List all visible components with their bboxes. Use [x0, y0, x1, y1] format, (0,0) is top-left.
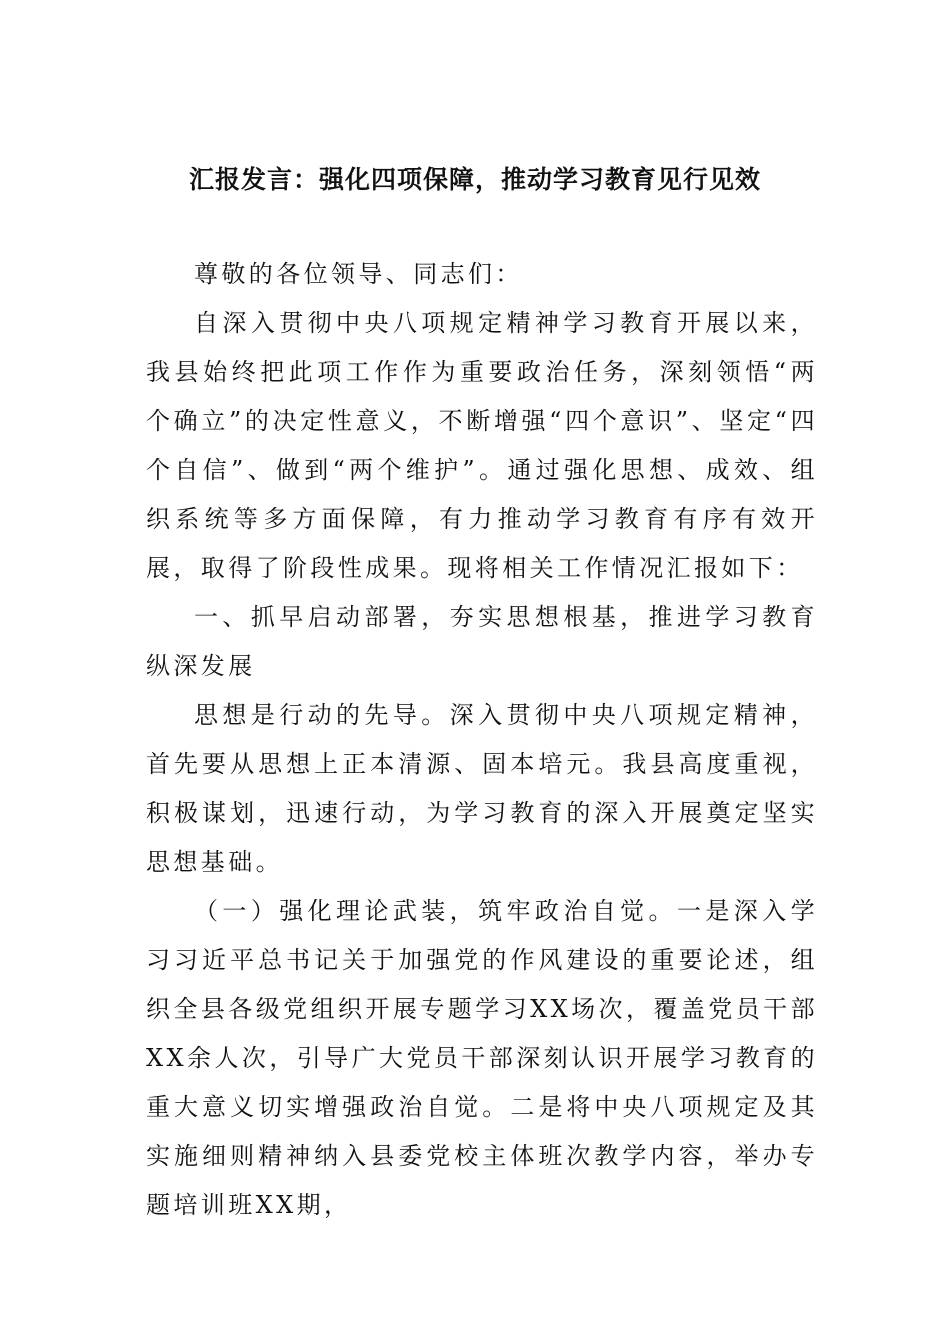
salutation-paragraph: 尊敬的各位领导、同志们： — [194, 260, 523, 288]
intro-paragraph: 自深入贯彻中央八项规定精神学习教育开展以来，我县始终把此项工作作为重要政治任务，深刻领悟“两个确立”的决定性意义，不断增强“四个意识”、坚定“四个自信”、做到“两个维护”。通过强化思想、成效、组织系统等多方面保障，有力推动学习教育有序有效开展，取得了阶段性成果。现将相关工作情况汇报如下： — [146, 309, 818, 582]
section-heading-1: 一、抓早启动部署，夯实思想根基，推进学习教育纵深发展 — [146, 603, 818, 680]
document-title: 汇报发言：强化四项保障，推动学习教育见行见效 — [188, 165, 761, 194]
document-body — [146, 250, 818, 1230]
section-1-paragraph: 思想是行动的先导。深入贯彻中央八项规定精神，首先要从思想上正本清源、固本培元。我县高度重视，积极谋划，迅速行动，为学习教育的深入开展奠定坚实思想基础。 — [146, 701, 818, 876]
subsection-1-paragraph: （一）强化理论武装，筑牢政治自觉。一是深入学习习近平总书记关于加强党的作风建设的重要论述，组织全县各级党组织开展专题学习XX场次，覆盖党员干部XX余人次，引导广大党员干部深刻认识开展学习教育的重大意义切实增强政治自觉。二是将中央八项规定及其实施细则精神纳入县委党校主体班次教学内容，举办专题培训班XX期， — [146, 897, 818, 1219]
